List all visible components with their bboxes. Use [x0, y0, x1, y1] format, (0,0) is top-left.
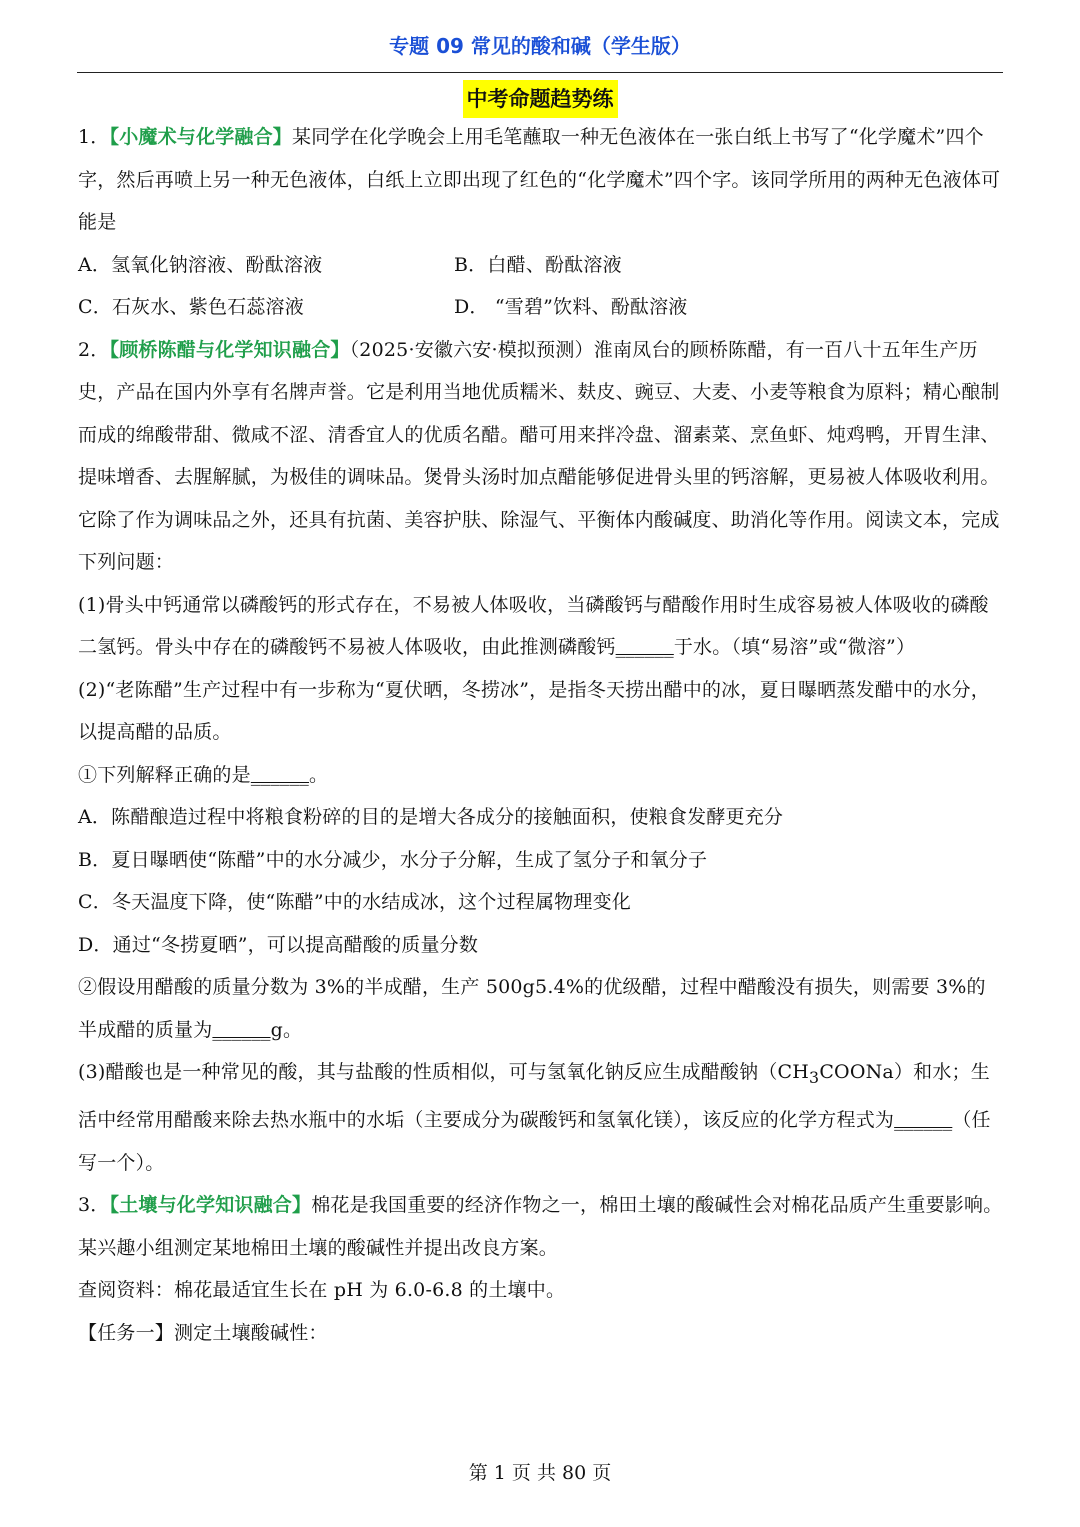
answer-blank: ______ [250, 763, 310, 786]
option-d: D． “雪碧”饮料、酚酞溶液 [454, 296, 688, 318]
header-divider [77, 72, 1003, 73]
question-1-options-row-1 [78, 244, 1004, 287]
question-1 [78, 116, 1004, 244]
answer-blank: ______ [894, 1109, 953, 1132]
part-text: COONa）和水；生活中经常用醋酸来除去热水瓶中的水垢（主要成分为碳酸钙和氢氧化镁），该反应的化学方程式为 [78, 1061, 990, 1132]
option-c: C．石灰水、紫色石蕊溶液 [78, 296, 304, 318]
document-header-title: 专题 09 常见的酸和碱（学生版） [389, 34, 691, 58]
question-tag: 【顾桥陈醋与化学知识融合】 [109, 338, 350, 361]
question-number: 2． [78, 338, 110, 361]
question-2-part-1 [78, 584, 1004, 669]
part-text: (3)醋酸也是一种常见的酸，其与盐酸的性质相似，可与氢氧化钠反应生成醋酸钠（CH [78, 1061, 810, 1083]
part-text: g。 [270, 1018, 303, 1041]
part-text: （任写一个）。 [78, 1109, 991, 1174]
part-text: (1)骨头中钙通常以磷酸钙的形式存在，不易被人体吸收，当磷酸钙与醋酸作用时生成容易被人体吸收的磷酸二氢钙。骨头中存在的磷酸钙不易被人体吸收，由此推测磷酸钙 [78, 593, 989, 658]
question-number: 3． [78, 1194, 110, 1217]
page-footer: 第 1 页 共 80 页 [468, 1462, 612, 1484]
question-3 [78, 1184, 1004, 1227]
question-3-line-3: 【任务一】测定土壤酸碱性： [78, 1321, 328, 1344]
section-title: 中考命题趋势练 [463, 80, 618, 118]
question-3-line-1: 某兴趣小组测定某地棉田土壤的酸碱性并提出改良方案。 [78, 1236, 559, 1259]
document-body [78, 116, 1004, 1354]
answer-blank: ______ [615, 636, 674, 658]
part-text: 。 [309, 763, 329, 786]
part-text: 于水。（填“易溶”或“微溶”） [673, 636, 916, 658]
question-3-line-2: 查阅资料：棉花最适宜生长在 pH 为 6.0-6.8 的土壤中。 [78, 1279, 566, 1302]
question-1-options-row-2 [78, 286, 1004, 329]
question-2-part-2-sub-2 [78, 966, 1004, 1051]
option-b: B．夏日曝晒使“陈醋”中的水分减少，水分子分解，生成了氢分子和氧分子 [78, 848, 708, 871]
formula-subscript: 3 [809, 1067, 820, 1087]
part-text: ②假设用醋酸的质量分数为 3%的半成醋，生产 500g5.4%的优级醋，过程中醋酸没有损失，则需要 3%的半成醋的质量为 [78, 976, 986, 1041]
answer-blank: ______ [212, 1018, 271, 1041]
option-a: A．氢氧化钠溶液、酚酞溶液 [78, 253, 323, 276]
question-tag: 【小魔术与化学融合】 [109, 126, 293, 148]
option-d: D．通过“冬捞夏晒”，可以提高醋酸的质量分数 [78, 933, 479, 956]
option-c: C．冬天温度下降，使“陈醋”中的水结成冰，这个过程属物理变化 [78, 891, 631, 913]
question-stem: （2025·安徽六安·模拟预测）淮南凤台的顾桥陈醋，有一百八十五年生产历史，产品在国内外享有名牌声誉。它是利用当地优质糯米、麸皮、豌豆、大麦、小麦等粮食为原料；精心酿制而成的绵酸带甜、微咸不涩、清香宜人的优质名醋。醋可用来拌冷盘、溜素菜、烹鱼虾、炖鸡鸭，开胃生津、提味增香、去腥解腻，为极佳的调味品。煲骨头汤时加点醋能够促进骨头里的钙溶解，更易被人体吸收利用。它除了作为调味品之外，还具有抗菌、美容护肤、除湿气、平衡体内酸碱度、助消化等作用。阅读文本，完成下列问题： [78, 338, 1000, 573]
question-2 [78, 329, 1004, 584]
section-heading [0, 80, 1080, 118]
question-stem: 棉花是我国重要的经济作物之一，棉田土壤的酸碱性会对棉花品质产生重要影响。 [311, 1194, 1003, 1217]
option-b: B．白醋、酚酞溶液 [454, 253, 622, 276]
question-tag: 【土壤与化学知识融合】 [109, 1194, 312, 1217]
option-a: A．陈醋酿造过程中将粮食粉碎的目的是增大各成分的接触面积，使粮食发酵更充分 [78, 806, 784, 828]
question-stem: 某同学在化学晚会上用毛笔蘸取一种无色液体在一张白纸上书写了“化学魔术”四个字，然后再喷上另一种无色液体，白纸上立即出现了红色的“化学魔术”四个字。该同学所用的两种无色液体可能是 [78, 126, 1001, 233]
question-number: 1． [78, 126, 110, 148]
question-2-part-2: (2)“老陈醋”生产过程中有一步称为“夏伏晒，冬捞冰”，是指冬天捞出醋中的冰，夏日曝晒蒸发醋中的水分，以提高醋的品质。 [78, 678, 990, 743]
part-text: ①下列解释正确的是 [78, 763, 251, 786]
question-2-part-3 [78, 1051, 1004, 1184]
question-2-part-2-sub-1 [78, 754, 1004, 797]
